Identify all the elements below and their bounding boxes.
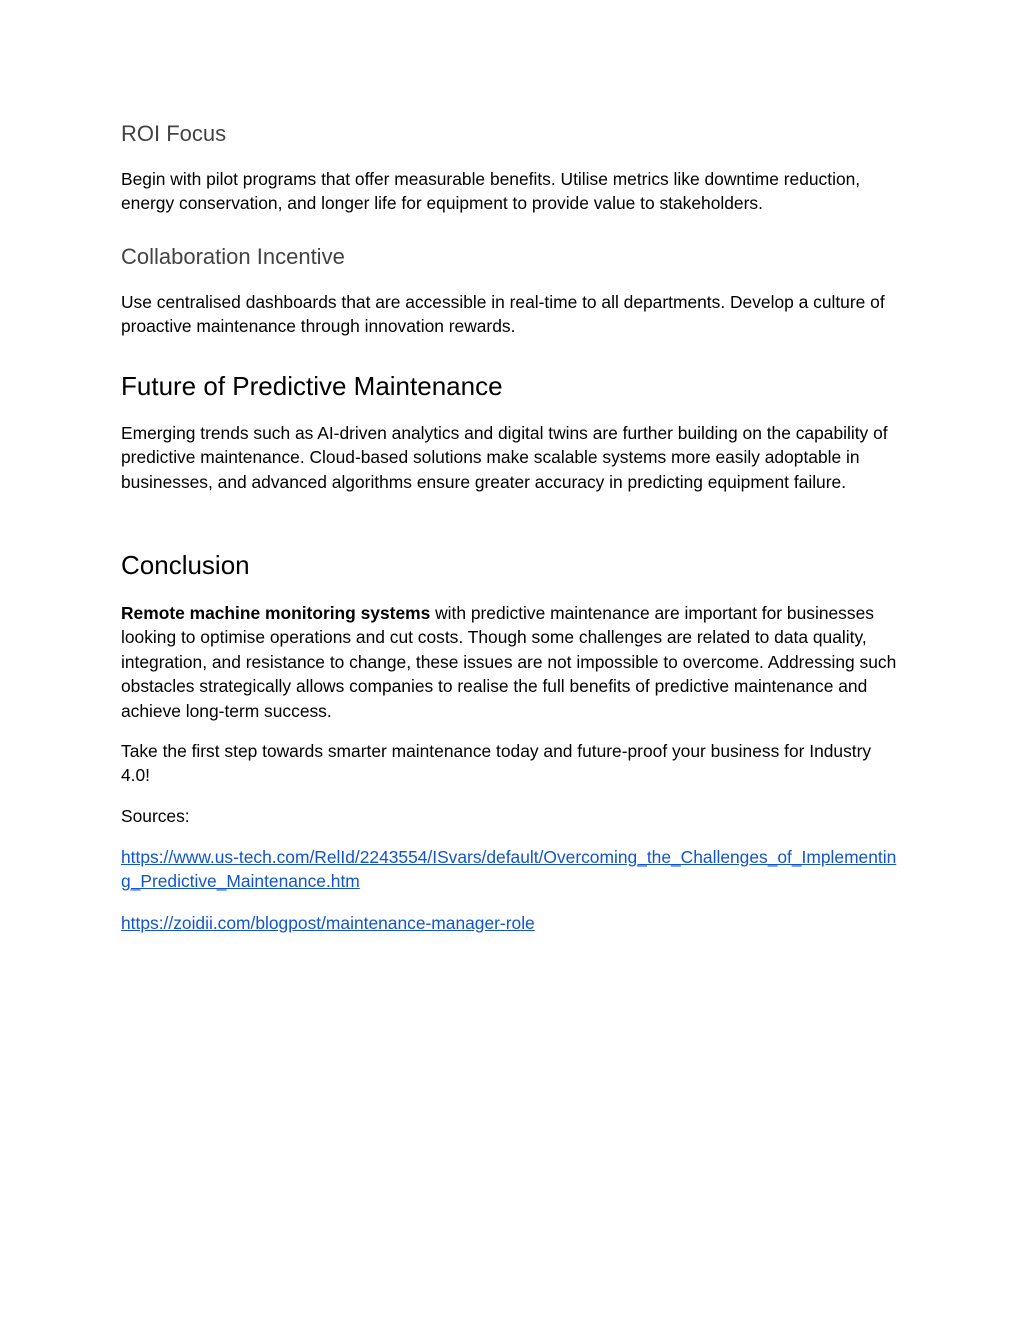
sources-label: Sources: — [121, 806, 190, 826]
conclusion-paragraph — [121, 601, 903, 723]
future-paragraph: Emerging trends such as AI-driven analytics and digital twins are further building on the capability of predictive maintenance. Cloud-based solutions make scalable systems more easily adoptable in businesses, and advanced algorithms ensure greater accuracy in predicting equipment failure. — [121, 423, 888, 492]
collaboration-incentive-paragraph: Use centralised dashboards that are accessible in real-time to all departments. Develop a culture of proactive maintenance through innovation rewards. — [121, 292, 885, 337]
conclusion-heading: Conclusion — [121, 550, 250, 580]
source-link-us-tech[interactable]: https://www.us-tech.com/RelId/2243554/ISvars/default/Overcoming_the_Challenges_of_Implementing_Predictive_Maintenance.htm — [121, 847, 897, 892]
call-to-action-paragraph: Take the first step towards smarter maintenance today and future-proof your business for Industry 4.0! — [121, 741, 872, 786]
future-heading: Future of Predictive Maintenance — [121, 371, 503, 401]
source-link-zoidii[interactable]: https://zoidii.com/blogpost/maintenance-manager-role — [121, 913, 535, 933]
roi-focus-heading: ROI Focus — [121, 121, 227, 146]
conclusion-body-text: with predictive maintenance are important for businesses looking to optimise operations and cut costs. Though some challenges are related to data quality, integration, and resistance to change, these issues are not impossible to overcome. Addressing such obstacles strategically allows companies to realise the full benefits of predictive maintenance and achieve long-term success. — [121, 603, 897, 721]
roi-focus-paragraph: Begin with pilot programs that offer measurable benefits. Utilise metrics like downtime reduction, energy conservation, and longer life for equipment to provide value to stakeholders. — [121, 169, 861, 214]
collaboration-incentive-heading: Collaboration Incentive — [121, 244, 345, 269]
conclusion-bold-lead: Remote machine monitoring systems — [121, 603, 431, 623]
